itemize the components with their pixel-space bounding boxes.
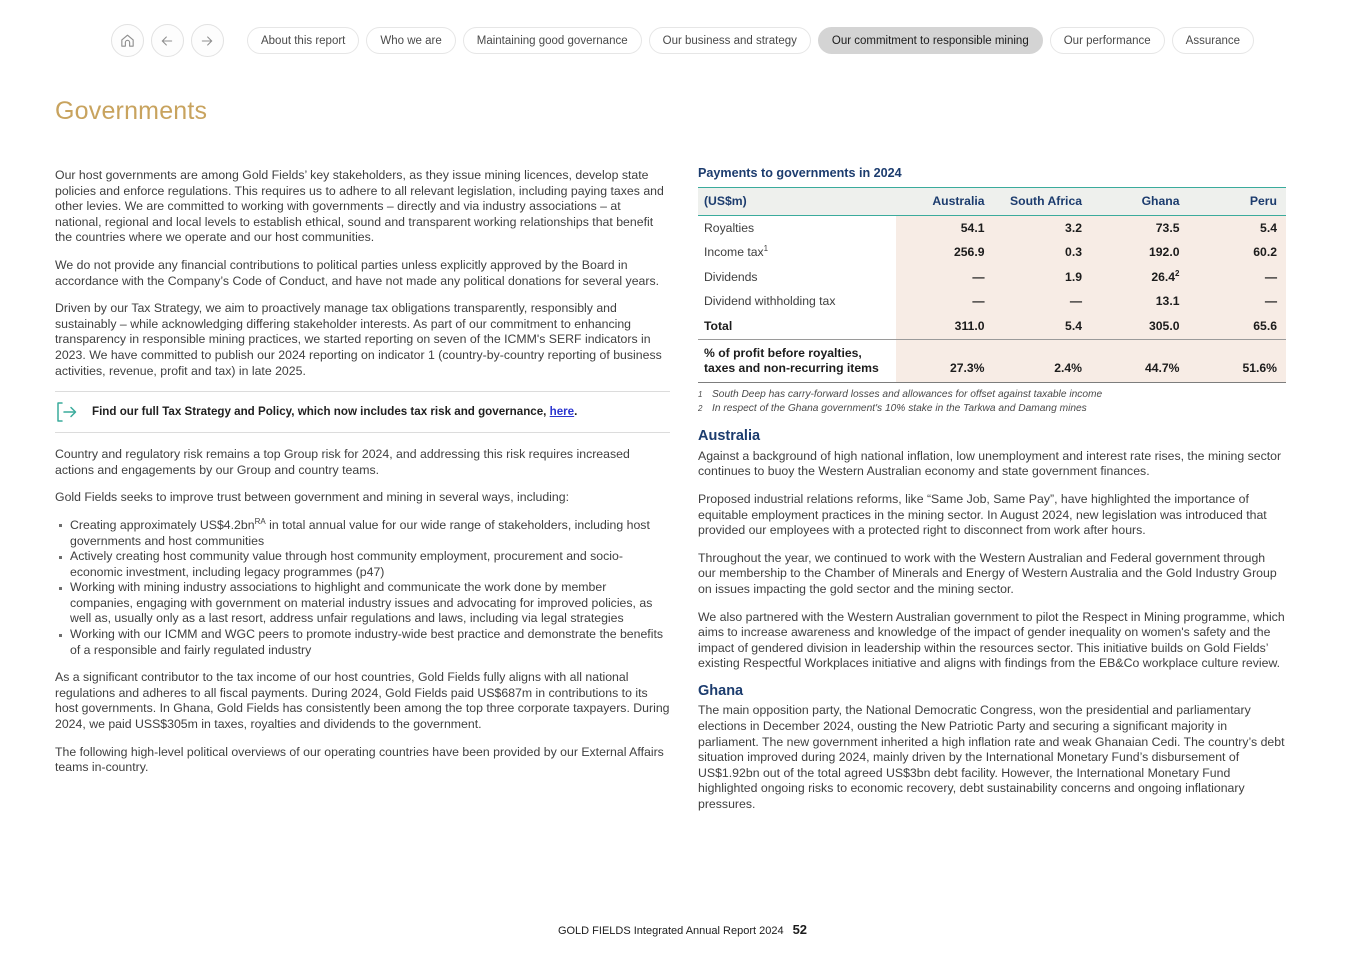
trust-intro-paragraph: Gold Fields seeks to improve trust between government and mining in several ways, including:	[55, 490, 569, 505]
cell-dividends-ghana	[1091, 265, 1189, 290]
cell-total-south-africa: 5.4	[994, 315, 1092, 340]
cell-dwt-south-africa: —	[994, 290, 1092, 315]
cell-dividends-peru: —	[1189, 265, 1287, 290]
tab-our-business-and-strategy[interactable]: Our business and strategy	[649, 27, 811, 54]
table-title: Payments to governments in 2024	[698, 166, 902, 180]
tab-about-this-report[interactable]: About this report	[247, 27, 359, 54]
heading-australia: Australia	[698, 428, 761, 445]
political-overview-paragraph: The following high-level political overviews of our operating countries have been provided by our External Affairs teams in-country.	[55, 744, 664, 775]
tab-maintaining-good-governance[interactable]: Maintaining good governance	[463, 27, 642, 54]
bullet-text-before: Working with our ICMM and WGC peers to promote industry-wide best practice and demonstrate the benefits of a responsible and fairly regulated industry	[70, 627, 664, 657]
page-title: Governments	[55, 97, 208, 125]
cell-royalties-australia: 54.1	[896, 216, 994, 241]
tab-our-performance[interactable]: Our performance	[1050, 27, 1165, 54]
footer-page-number: 52	[792, 922, 808, 937]
row-label-superscript: 1	[763, 244, 769, 254]
table-row	[698, 216, 1286, 241]
cell-dwt-peru: —	[1189, 290, 1287, 315]
cell-dwt-australia: —	[896, 290, 994, 315]
list-item	[70, 627, 670, 658]
list-item	[70, 549, 670, 580]
back-button[interactable]	[151, 24, 184, 57]
cell-total-peru: 65.6	[1189, 315, 1287, 340]
footnote-2	[698, 402, 1286, 416]
payments-to-governments-table	[698, 187, 1286, 384]
column-header-unit: (US$m)	[698, 187, 896, 216]
cell-royalties-ghana: 73.5	[1091, 216, 1189, 241]
table-header-row	[698, 187, 1286, 216]
row-label-text: Income tax	[704, 245, 764, 260]
cell-dwt-ghana: 13.1	[1091, 290, 1189, 315]
table-row-percent-of-profit	[698, 340, 1286, 383]
cell-royalties-south-africa: 3.2	[994, 216, 1092, 241]
row-label-income-tax	[698, 241, 896, 266]
heading-ghana: Ghana	[698, 682, 744, 699]
arrow-out-bracket-icon	[55, 401, 79, 423]
row-label-percent-of-profit	[698, 340, 896, 383]
footnote-1-marker: 1	[698, 390, 703, 400]
forward-button[interactable]	[191, 24, 224, 57]
footnote-2-text: In respect of the Ghana government's 10% stake in the Tarkwa and Damang mines	[712, 402, 1087, 414]
list-item	[70, 518, 670, 549]
row-label-total: Total	[698, 315, 896, 340]
cell-income-tax-ghana: 192.0	[1091, 241, 1189, 266]
australia-paragraph-4: We also partnered with the Western Australian government to pilot the Respect in Mining programme, which aims to increase awareness and knowledge of the impact of gender inequality on women's safety and the impact of gendered division in leadership within the resources sector. This initiative builds on Gold Fields’ existing Respectful Workplaces initiative and aligns with findings from the EB&Co workplace culture review.	[698, 609, 1285, 671]
percent-label-line2: taxes and non-recurring items	[704, 361, 879, 376]
tab-our-commitment-to-responsible-mining[interactable]: Our commitment to responsible mining	[818, 27, 1043, 54]
bullet-text-before: Working with mining industry associations to highlight and communicate the work done by member companies, engaging with government on material industry issues and advocating for improved policies, as well as, usually only as a last resort, address unfair regulations and laws, including via legal strategies	[70, 580, 653, 626]
row-label-dividends: Dividends	[698, 265, 896, 290]
row-label-dividend-withholding-tax: Dividend withholding tax	[698, 290, 896, 315]
cell-royalties-peru: 5.4	[1189, 216, 1287, 241]
bullet-text-after: in total annual value for our wide range of stakeholders, including host governments and host communities	[70, 517, 650, 548]
intro-paragraph-2: We do not provide any financial contributions to political parties unless explicitly approved by the Board in accordance with the Company’s Code of Conduct, and have not made any political donations for several years.	[55, 257, 660, 288]
footnote-1	[698, 388, 1286, 402]
australia-paragraph-2: Proposed industrial relations reforms, like “Same Job, Same Pay”, have highlighted the importance of equitable employment practices in the mining sector. In August 2024, new legislation was introduced that provided our employees with a protected right to disconnect from work after hours.	[698, 491, 1267, 538]
cell-income-tax-south-africa: 0.3	[994, 241, 1092, 266]
home-icon-button[interactable]	[111, 24, 144, 57]
right-column	[698, 166, 1286, 825]
callout-text-before: Find our full Tax Strategy and Policy, which now includes tax risk and governance,	[92, 405, 550, 419]
row-label-royalties: Royalties	[698, 216, 896, 241]
cell-income-tax-australia: 256.9	[896, 241, 994, 266]
cell-dividends-south-africa: 1.9	[994, 265, 1092, 290]
cell-total-ghana: 305.0	[1091, 315, 1189, 340]
percent-label-line1: % of profit before royalties,	[704, 346, 862, 361]
top-navigation-bar	[0, 24, 1365, 57]
column-header-peru: Peru	[1189, 187, 1287, 216]
arrow-left-icon	[159, 33, 175, 49]
tax-strategy-link[interactable]: here	[549, 405, 575, 419]
table-row-total	[698, 315, 1286, 340]
left-column	[55, 168, 670, 788]
cell-income-tax-peru: 60.2	[1189, 241, 1287, 266]
cell-superscript: 2	[1175, 268, 1180, 278]
list-item	[70, 580, 670, 627]
tab-assurance[interactable]: Assurance	[1172, 27, 1254, 54]
page-footer	[0, 922, 1365, 937]
ghana-paragraph-1: The main opposition party, the National Democratic Congress, won the presidential and parliamentary elections in December 2024, ousting the New Patriotic Party and securing a significant majority in parliament. The new government inherited a high inflation rate and weak Ghanaian Cedi. The country’s debt situation improved during 2024, mainly driven by the International Monetary Fund’s disbursement of US$1.92bn out of the total agreed US$3bn debt facility. However, the International Monetary Fund highlighted ongoing risks to economic recovery, debt sustainability concerns and ongoing inflationary pressures.	[698, 703, 1285, 812]
cell-percent-south-africa: 2.4%	[994, 340, 1092, 383]
australia-paragraph-3: Throughout the year, we continued to work with the Western Australian and Federal government through our membership to the Chamber of Minerals and Energy of Western Australia and the Gold Industry Group on issues impacting the gold sector and the mining sector.	[698, 550, 1277, 596]
tax-strategy-callout[interactable]	[55, 391, 670, 433]
cell-value-text: 26.4	[1151, 269, 1176, 284]
tax-contribution-paragraph: As a significant contributor to the tax income of our host countries, Gold Fields fully aligns with all national regulations and adheres to all fiscal payments. During 2024, Gold Fields paid US$687m in contributions to its host governments. In Ghana, Gold Fields has consistently been among the top three corporate taxpayers. During 2024, we paid USS$305m in taxes, royalties and dividends to the government.	[55, 670, 670, 732]
country-risk-paragraph: Country and regulatory risk remains a top Group risk for 2024, and addressing this risk requires increased actions and engagements by our Group and country teams.	[55, 447, 630, 477]
australia-paragraph-1: Against a background of high national inflation, low unemployment and interest rate rises, the mining sector continues to buoy the Western Australian economy and state government finances.	[698, 448, 1282, 479]
bullet-superscript: RA	[254, 516, 266, 526]
cell-percent-ghana: 44.7%	[1091, 340, 1189, 383]
bullet-text-before: Creating approximately US$4.2bn	[70, 517, 255, 532]
callout-text	[92, 404, 577, 420]
footer-report-title: GOLD FIELDS Integrated Annual Report 2024	[557, 925, 784, 937]
trust-bullet-list	[55, 518, 670, 658]
tab-who-we-are[interactable]: Who we are	[366, 27, 455, 54]
table-footnotes	[698, 388, 1286, 415]
intro-paragraph-1: Our host governments are among Gold Fields’ key stakeholders, as they issue mining licences, develop state policies and enforce regulations. This requires us to adhere to all relevant legislation, including paying taxes and other levies. We are committed to working with governments – directly and via industry associations – at national, regional and local levels to establish ethical, sound and transparent working relationships that benefit the countries where we operate and our host communities.	[55, 168, 664, 245]
cell-percent-australia: 27.3%	[896, 340, 994, 383]
cell-percent-peru: 51.6%	[1189, 340, 1287, 383]
arrow-right-icon	[199, 33, 215, 49]
footnote-2-marker: 2	[698, 403, 703, 413]
cell-dividends-australia: —	[896, 265, 994, 290]
table-row	[698, 265, 1286, 290]
bullet-text-before: Actively creating host community value through host community employment, procurement and socio-economic investment, including legacy programmes (p47)	[70, 549, 623, 579]
cell-total-australia: 311.0	[896, 315, 994, 340]
table-row	[698, 290, 1286, 315]
table-row	[698, 241, 1286, 266]
column-header-south-africa: South Africa	[994, 187, 1092, 216]
intro-paragraph-3: Driven by our Tax Strategy, we aim to proactively manage tax obligations transparently, responsibly and sustainably – while acknowledging differing stakeholder interests. As part of our commitment to enhancing transparency in responsible mining practices, we started reporting on seven of the ICMM's SERF indicators in 2023. We have committed to publish our 2024 reporting on indicator 1 (country-by-country reporting of business activities, revenue, profit and tax) in late 2025.	[55, 301, 662, 378]
column-header-ghana: Ghana	[1091, 187, 1189, 216]
column-header-australia: Australia	[896, 187, 994, 216]
callout-text-after: .	[574, 405, 578, 419]
footnote-1-text: South Deep has carry-forward losses and allowances for offset against taxable income	[712, 389, 1103, 401]
home-icon	[119, 32, 136, 49]
